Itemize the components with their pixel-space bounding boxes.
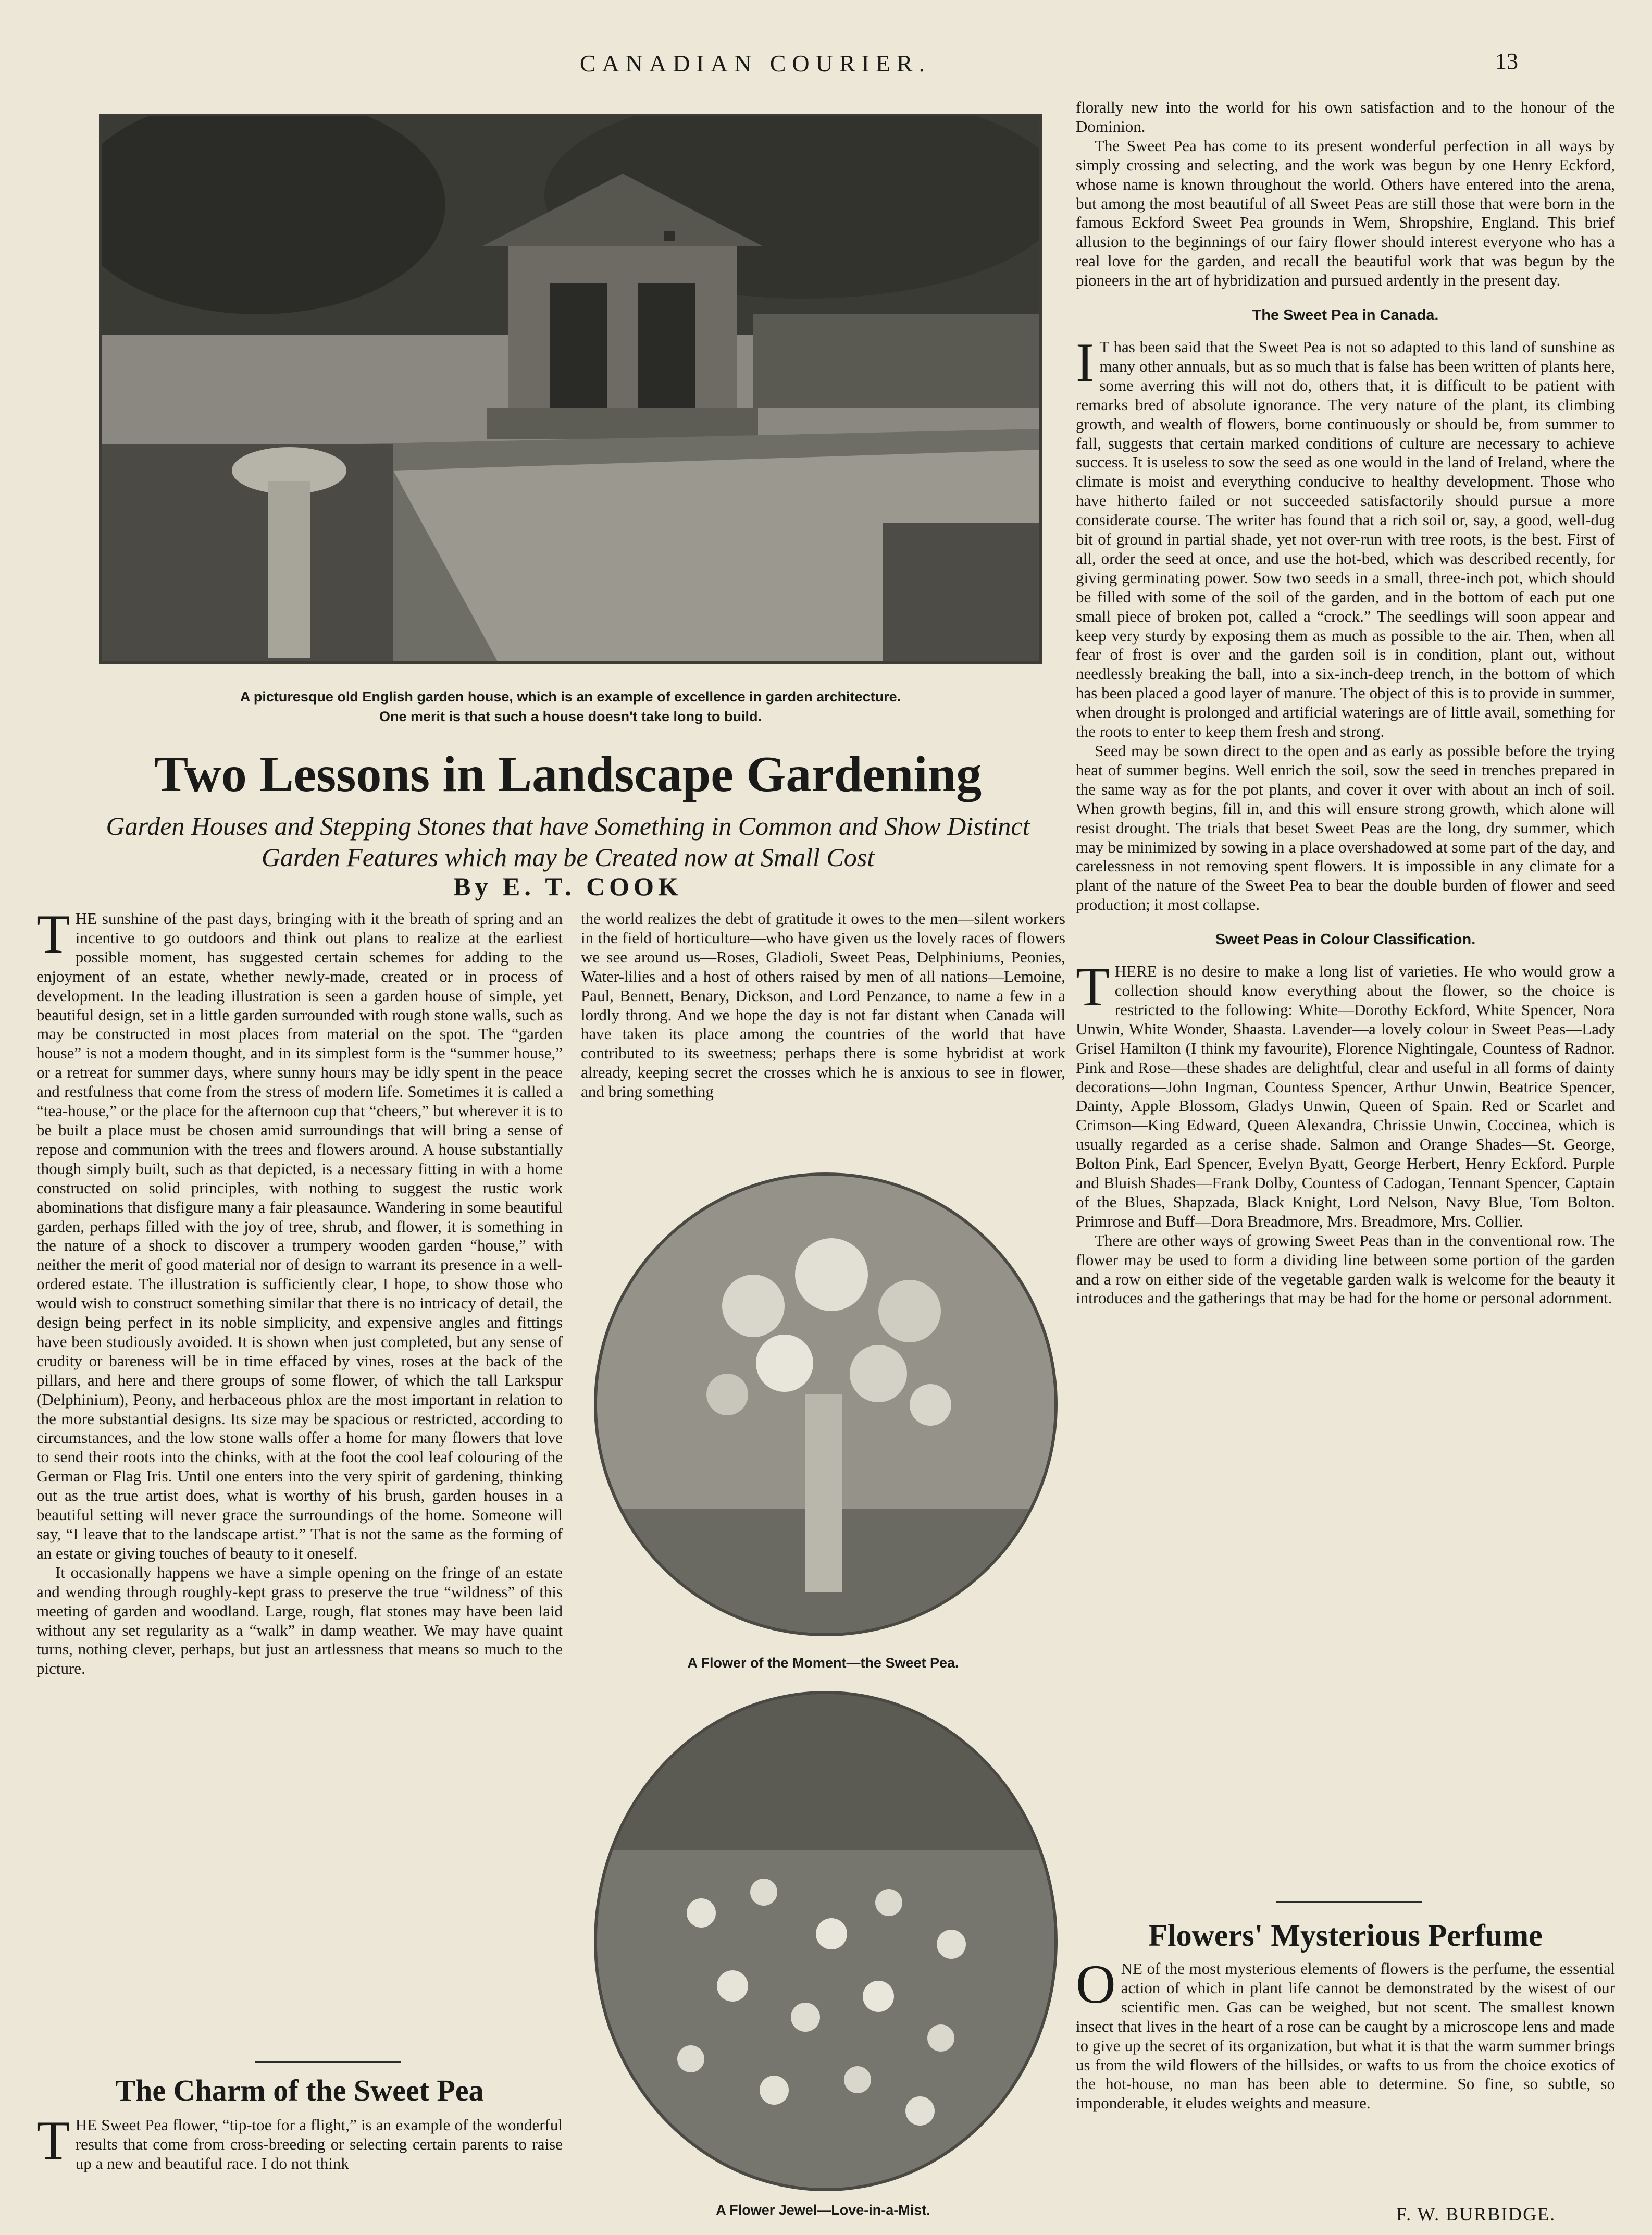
- canada-paragraph-2: Seed may be sown direct to the open and as early as possible before the trying heat of summer begins. Well enrich the soil, sow the seed in trenches prepared in the same way as for the pot plants, and cover it over with about an inch of soil. When growth begins, fill in, and this will ensure strong growth, which alone will resist drought. The trials that beset Sweet Peas are the long, dry summer, which may be minimized by sowing in a place overshadowed at some part of the day, and carelessness in not removing spent flowers. It is impossible in any climate for a plant of the nature of the Sweet Pea to bear the double burden of flower and seed production; it most collapse.: [1076, 742, 1615, 914]
- article-subtitle: Garden Houses and Stepping Stones that have Something in Common and Show Distinct Garden Features which may be Created now at Small Cost: [106, 811, 1030, 872]
- garden-house-caption-line2: One merit is that such a house doesn't take long to build.: [379, 709, 762, 724]
- sweet-pea-caption: A Flower of the Moment—the Sweet Pea.: [687, 1655, 959, 1671]
- drop-cap: T: [36, 904, 70, 965]
- article-title: Two Lessons in Landscape Gardening: [154, 746, 982, 802]
- article-column-2: [581, 909, 1065, 1102]
- perfume-signature: F. W. BURBIDGE.: [1396, 2204, 1556, 2225]
- drop-cap: I: [1076, 331, 1095, 393]
- continued-paragraph: florally new into the world for his own satisfaction and to the honour of the Dominion.: [1076, 98, 1615, 135]
- sweet-pea-photo: [594, 1172, 1058, 1636]
- love-in-a-mist-photo: [594, 1691, 1058, 2191]
- sweet-pea-illustration: [597, 1176, 1054, 1633]
- drop-cap: O: [1076, 1954, 1116, 2015]
- garden-house-photo: [99, 114, 1042, 664]
- page-number: 13: [1495, 48, 1518, 74]
- section-rule: [255, 2061, 401, 2063]
- article-paragraph-continued: the world realizes the debt of gratitude it owes to the men—silent workers in the field of horticulture—who have given us the lovely races of flowers we see around us—Roses, Gladioli, Sweet Peas, Delphiniums, Peonies, Water-lilies and a host of others raised by men of all nations—Lemoine, Paul, Bennett, Benary, Dickson, and Lord Penzance, to name a few in a lordly throng. And we hope the day is not far distant when Canada will have taken its place among the countries of the world that have contributed to its sweetness; perhaps there is some hybridist at work already, keeping secret the crosses which he is anxious to see in flower, and bring something: [581, 909, 1065, 1101]
- love-in-a-mist-caption: A Flower Jewel—Love-in-a-Mist.: [716, 2202, 930, 2218]
- love-in-a-mist-illustration: [597, 1694, 1054, 2188]
- eckford-paragraph: The Sweet Pea has come to its present wonderful perfection in all ways by simply crossing and selecting, and the work was begun by one Henry Eckford, whose name is known throughout the world. Others have entered into the arena, but among the most beautiful of all Sweet Peas are still those that were born in the famous Eckford Sweet Pea grounds in Wem, Shropshire, England. This brief allusion to the beginnings of our fairy flower should interest everyone who has a real love for the garden, and recall the beautiful work that was begun by the pioneers in the art of hybridization and pursued ardently in the present day.: [1076, 136, 1615, 290]
- garden-house-illustration: [102, 116, 1039, 661]
- perfume-heading: Flowers' Mysterious Perfume: [1148, 1918, 1543, 1953]
- drop-cap: T: [36, 2110, 70, 2171]
- colour-subheading: Sweet Peas in Colour Classification.: [1215, 931, 1476, 948]
- charm-paragraph: HE Sweet Pea flower, “tip-toe for a flight,” is an example of the wonderful results that come from cross-breeding or selecting certain parents to raise up a new and beautiful race. I do not think: [75, 2116, 563, 2172]
- canada-subheading: The Sweet Pea in Canada.: [1252, 307, 1439, 324]
- running-head: CANADIAN COURIER.: [579, 50, 931, 77]
- article-byline: By E. T. COOK: [453, 872, 682, 901]
- colour-paragraph-1: HERE is no desire to make a long list of varieties. He who would grow a collection should know everything about the flower, so the choice is restricted to the following: White—Dorothy Eckford, White Spencer, Nora Unwin, White Wonder, Shaasta. Lavender—a lovely colour in Sweet Peas—Lady Grisel Hamilton (I think my favourite), Florence Nightingale, Countess of Radnor. Pink and Rose—these shades are delightful, clear and useful in all forms of dainty decorations—John Ingman, Countess Spencer, Arthur Unwin, Beatrice Spencer, Dainty, Apple Blossom, Gladys Unwin, Queen of Spain. Red or Scarlet and Crimson—King Edward, Queen Alexandra, Chrissie Unwin, Coccinea, which is usually regarded as a cerise shade. Salmon and Orange Shades—St. George, Bolton Pink, Earl Spencer, Evelyn Byatt, George Herbert, Henry Eckford. Purple and Bluish Shades—Frank Dolby, Countess of Cadogan, Tennant Spencer, Captain of the Blues, Shapzada, Black Knight, Lord Nelson, Navy Blue, Tom Bolton. Primrose and Buff—Dora Breadmore, Mrs. Breadmore, Mrs. Collier.: [1076, 962, 1615, 1230]
- article-column-1: [36, 904, 563, 1678]
- charm-column: [36, 2110, 563, 2174]
- right-column: [1076, 98, 1615, 1308]
- colour-paragraph-2: There are other ways of growing Sweet Peas than in the conventional row. The flower may be used to form a dividing line between some portion of the garden and a row on either side of the vegetable garden walk is welcome for the beauty it introduces and the gatherings that may be had for the home or personal adornment.: [1076, 1231, 1615, 1307]
- canada-paragraph-1: T has been said that the Sweet Pea is not so adapted to this land of sunshine as many other annuals, but as so much that is false has been written of plants here, some averring this will not do, others that, it is difficult to be patient with remarks bred of absolute ignorance. The very nature of the plant, its climbing growth, and wealth of flowers, borne continuously or should be, from summer to fall, suggests that certain marked conditions of culture are necessary to achieve success. It is useless to sow the seed as one would in the land of Ireland, where the climate is moist and everything conducive to healthy development. Those who have hitherto failed or not succeeded satisfactorily should pursue a more considerate course. The writer has found that a rich soil or, say, a good, well-dug bit of ground in partial shade, yet not over-run with tree roots, is the best. First of all, order the seed at once, and use the hot-bed, which was described recently, for giving germinating power. Sow two seeds in a small, three-inch pot, which should be filled with some of the soil of the garden, and in the bottom of each put one small piece of broken pot, called a “crock.” The seedlings will soon appear and keep very sturdy by exposing them as much as possible to the air. Then, when all fear of frost is over and the garden soil is in condition, plant out, without needlessly breaking the ball, into a six-inch-deep trench, in the bottom of which has been placed a good layer of manure. The object of this is to provide in summer, when drought is prolonged and artificial waterings are of little avail, something for the roots to enter to keep them fresh and strong.: [1076, 337, 1615, 741]
- section-rule: [1276, 1901, 1422, 1903]
- article-paragraph-2: It occasionally happens we have a simple opening on the fringe of an estate and wending through roughly-kept grass to preserve the true “wildness” of this meeting of garden and woodland. Large, rough, flat stones may have been laid without any set regularity as a “walk” in damp weather. We may have quaint turns, nothing clever, perhaps, but just an artlessness that means so much to the picture.: [36, 1563, 563, 1678]
- garden-house-caption-line1: A picturesque old English garden house, which is an example of excellence in garden architecture.: [240, 689, 901, 705]
- perfume-column: [1076, 1954, 1615, 2113]
- perfume-paragraph: NE of the most mysterious elements of flowers is the perfume, the essential action of which in plant life cannot be demonstrated by the wisest of our scientific men. Gas can be weighed, but not scent. The smallest known insect that lives in the heart of a rose can be caught by a microscope lens and made to give up the secret of its organization, but what it is that the warm summer brings us from the wild flowers of the hillsides, or wafts to us from the choice exotics of the hot-house, no man has been able to determine. So fine, so subtle, so imponderable, it eludes weights and measure.: [1076, 1959, 1615, 2113]
- charm-heading: The Charm of the Sweet Pea: [115, 2073, 484, 2107]
- article-paragraph-1: HE sunshine of the past days, bringing with it the breath of spring and an incentive to go outdoors and think out plans to realize at the earliest possible moment, has suggested certain schemes for adding to the enjoyment of an estate, whether newly-made, created or in process of development. In the leading illustration is seen a garden house of simple, yet beautiful design, set in a little garden surrounded with rough stone walls, such as may be constructed in most places from material on the spot. The “garden house” is not a modern thought, and in its simplest form is the “summer house,” or a retreat for summer days, where sunny hours may be idly spent in the peace and restfulness that come from the stress of modern life. Sometimes it is called a “tea-house,” or the place for the afternoon cup that “cheers,” but wherever it is to be built a place must be chosen amid surroundings that will bring a sense of repose and communion with the trees and flowers around. A house substantially though simply built, such as that depicted, is a necessary fitting in with a home constructed on solid principles, with nothing to suggest the rustic work abominations that disfigure many a fair pleasaunce. Wandering in some beautiful garden, perhaps filled with the joy of tree, shrub, and flower, it is something in the nature of a shock to discover a trumpery wooden garden “house,” with neither the merit of good material nor of design to warrant its presence in a well-ordered estate. The illustration is sufficiently clear, I hope, to show those who would wish to construct something similar that there is no intricacy of detail, the design being perfect in its noble simplicity, and expensive angles and fittings have been studiously avoided. It is shown when just completed, but any sense of crudity or bareness will be in time effaced by vines, roses at the back of the pillars, and here and there groups of some flower, of which the tall Larkspur (Delphinium), Peony, and herbaceous phlox are the most important in relation to the more substantial designs. Its size may be spacious or restricted, according to circumstances, and the low stone walls offer a home for many flowers that love to send their roots into the chinks, with at the foot the cool leaf colouring of the German or Flag Iris. Until one enters into the very spirit of gardening, thinking out as the true artist does, what is worthy of his brush, garden houses in a beautiful setting will never grace the surroundings of the home. Someone will say, “I leave that to the landscape artist.” That is not the same as the forming of an estate or giving touches of beauty to it oneself.: [36, 909, 563, 1562]
- drop-cap: T: [1076, 956, 1110, 1018]
